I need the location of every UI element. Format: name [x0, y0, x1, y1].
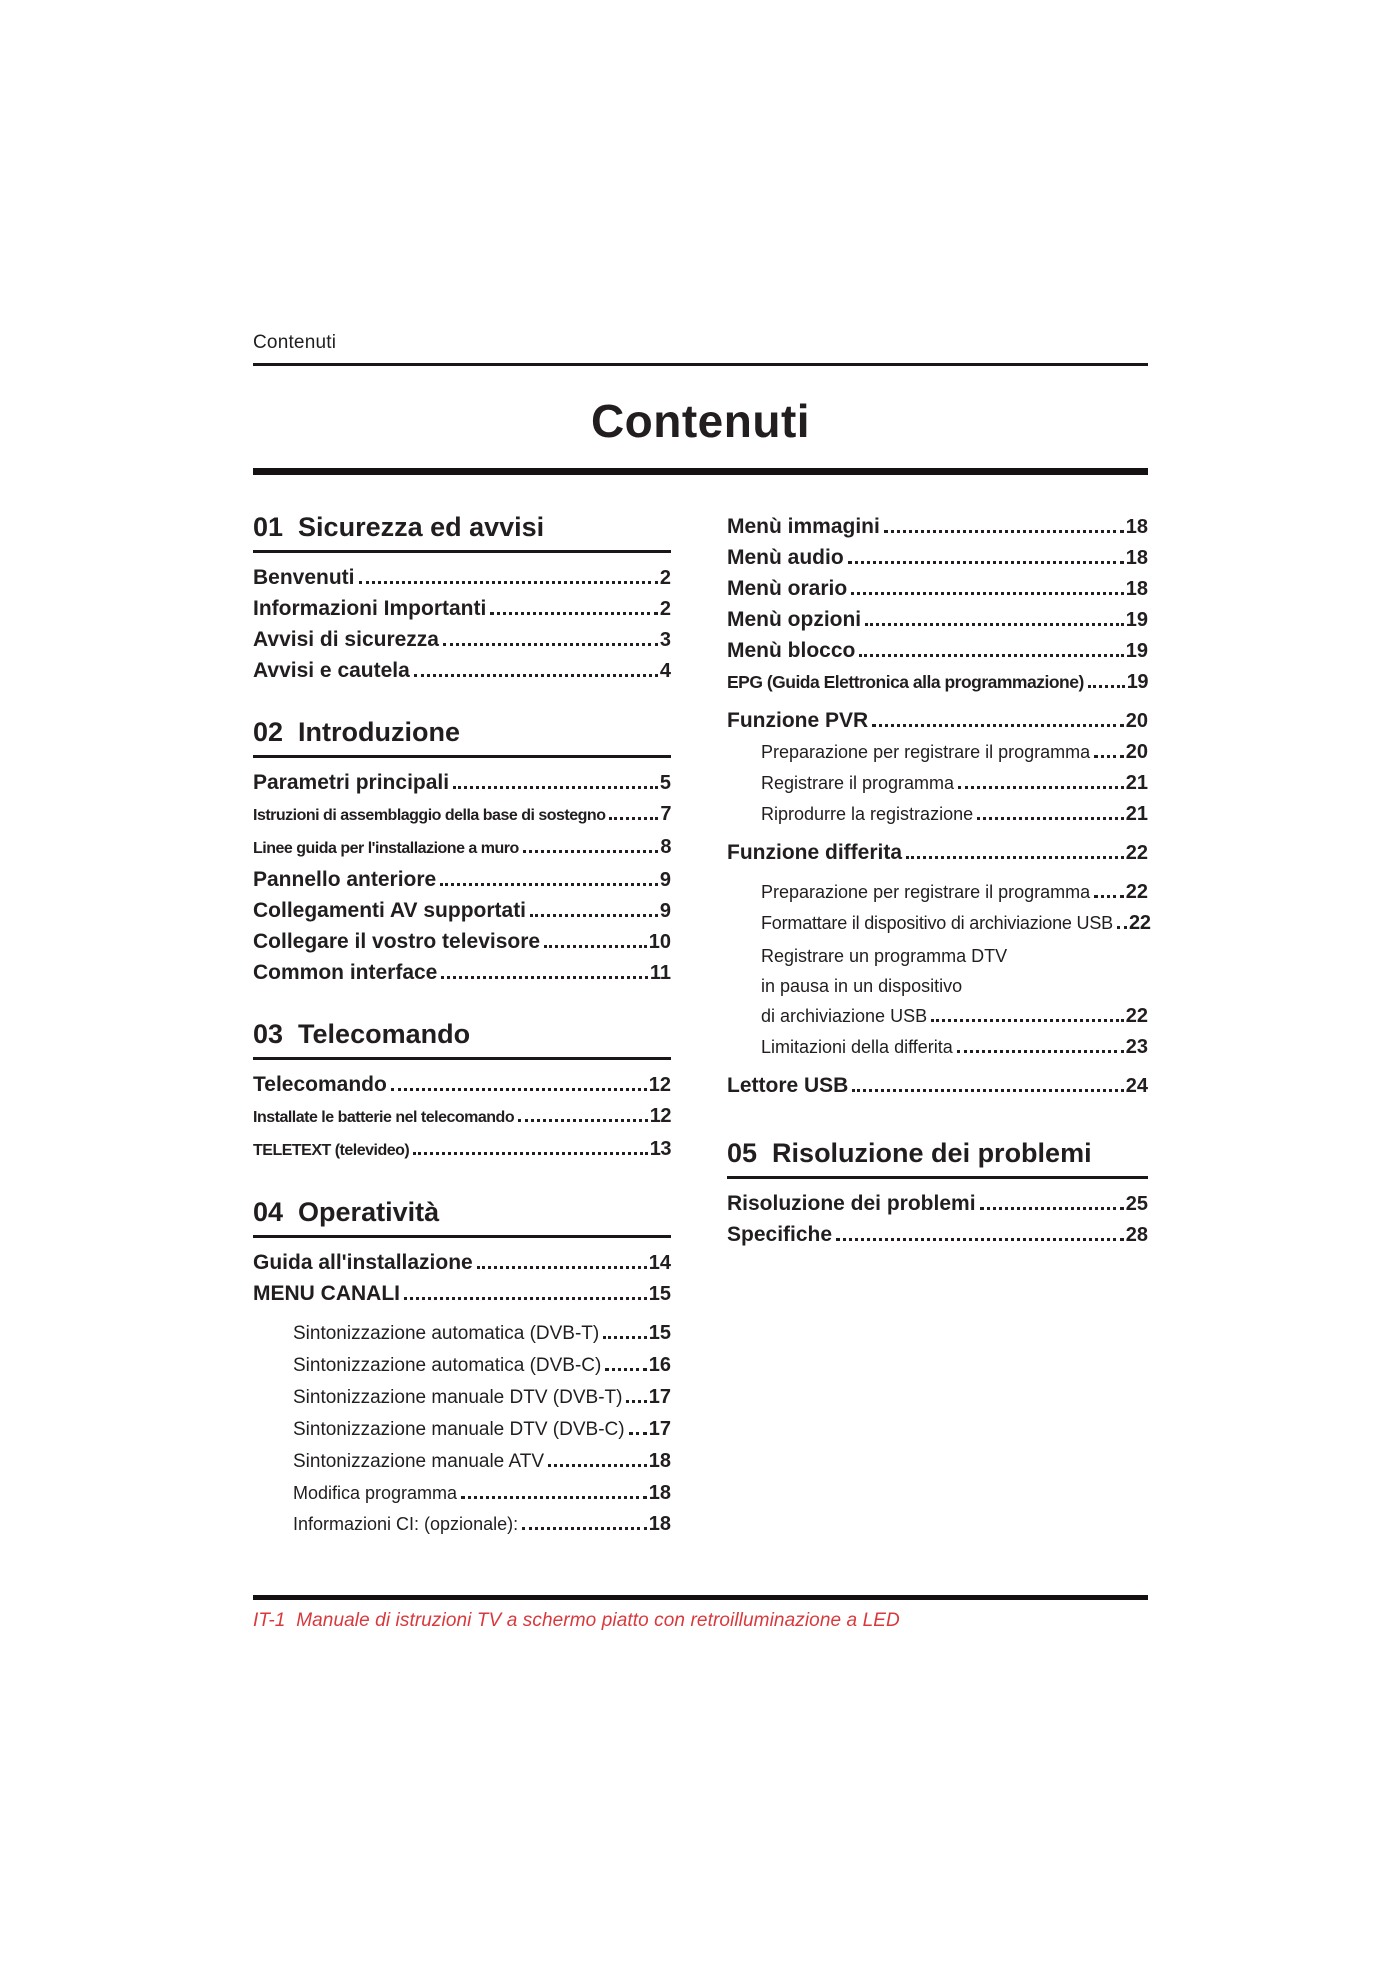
toc-entry-page: 19	[1126, 671, 1148, 693]
dot-leader	[906, 856, 1124, 859]
toc-entry	[727, 512, 1148, 543]
toc-entry-page: 25	[1125, 1193, 1148, 1215]
toc-entry-page: 18	[1125, 547, 1148, 569]
toc-entry-label: Informazioni Importanti	[253, 597, 487, 620]
section-title: Telecomando	[298, 1019, 471, 1049]
toc-entry-multiline	[727, 941, 1148, 1032]
toc-entry	[253, 1248, 671, 1279]
dot-leader	[477, 1266, 647, 1269]
toc-entry	[253, 625, 671, 656]
dot-leader	[490, 612, 658, 615]
toc-entry	[293, 1414, 671, 1446]
toc-entry	[761, 1001, 1148, 1032]
toc-entry-page: 28	[1125, 1224, 1148, 1246]
section-title: Operatività	[298, 1197, 440, 1227]
dot-leader	[977, 817, 1124, 820]
toc-entry-label: Linee guida per l'installazione a muro	[253, 840, 519, 857]
dot-leader	[413, 1152, 648, 1155]
toc-entry	[253, 896, 671, 927]
toc-section-heading	[253, 1197, 671, 1238]
toc-entry	[761, 1032, 1148, 1063]
toc-entry-label: EPG (Guida Elettronica alla programmazione)	[727, 672, 1084, 692]
toc-entry	[253, 865, 671, 896]
toc-section-heading	[253, 717, 671, 758]
toc-entry	[727, 1189, 1148, 1220]
toc-section-05	[727, 1138, 1148, 1251]
toc-entry-label: Modifica programma	[293, 1483, 458, 1503]
toc-entry-label: Menù immagini	[727, 515, 880, 538]
toc-entry-label: Pannello anteriore	[253, 868, 437, 891]
dot-leader	[1088, 685, 1125, 688]
toc-entry-label: Informazioni CI: (opzionale):	[293, 1514, 519, 1534]
toc-section-heading	[727, 1138, 1148, 1179]
toc-entry-label: Lettore USB	[727, 1074, 849, 1097]
toc-entry-page: 21	[1125, 772, 1148, 794]
toc-entry	[293, 1509, 671, 1540]
dot-leader	[414, 674, 658, 677]
section-number: 02	[253, 717, 284, 747]
dot-leader	[1094, 755, 1124, 758]
toc-entry-page: 12	[648, 1074, 671, 1096]
toc-entry-label: MENU CANALI	[253, 1282, 400, 1305]
toc-entry-page: 15	[648, 1283, 671, 1305]
dot-leader	[453, 786, 658, 789]
toc-entry-page: 18	[648, 1450, 671, 1472]
toc-entry-label: Preparazione per registrare il programma	[761, 742, 1091, 762]
toc-entry-page: 22	[1125, 1005, 1148, 1027]
dot-leader	[605, 1368, 646, 1371]
toc-entry	[293, 1446, 671, 1478]
toc-entry	[253, 832, 671, 865]
toc-entry-label: Collegamenti AV supportati	[253, 899, 527, 922]
toc-entry-label: di archiviazione USB	[761, 1006, 928, 1026]
toc-entry-page: 21	[1125, 803, 1148, 825]
toc-entry	[761, 877, 1148, 908]
toc-entry-label: Sintonizzazione automatica (DVB-T)	[293, 1323, 600, 1344]
dot-leader	[359, 581, 658, 584]
toc-entry	[293, 1350, 671, 1382]
toc-section-heading	[253, 512, 671, 553]
toc-entry-page: 11	[649, 962, 671, 984]
dot-leader	[848, 561, 1124, 564]
toc-entry-line: Registrare un programma DTV	[761, 946, 1008, 966]
toc-entry-page: 18	[648, 1513, 671, 1535]
toc-entry-label: Sintonizzazione automatica (DVB-C)	[293, 1355, 602, 1376]
toc-entry-label: Funzione PVR	[727, 709, 869, 732]
toc-entry	[253, 768, 671, 799]
toc-entry-page: 15	[648, 1322, 671, 1344]
toc-entry	[727, 636, 1148, 667]
toc-entry	[727, 1071, 1148, 1102]
dot-leader	[404, 1297, 647, 1300]
toc-entry	[253, 1279, 671, 1310]
dot-leader	[391, 1088, 647, 1091]
toc-entry-label: Limitazioni della differita	[761, 1037, 953, 1057]
toc-entry	[253, 1070, 671, 1101]
toc-entry-page: 20	[1125, 741, 1148, 763]
toc-entry-page: 18	[648, 1482, 671, 1504]
toc-entry-page: 19	[1125, 640, 1148, 662]
toc-entry-page: 2	[659, 567, 671, 589]
toc-entry	[253, 1101, 671, 1134]
dot-leader	[851, 592, 1124, 595]
toc-entry-label: TELETEXT (televideo)	[253, 1142, 410, 1159]
toc-entry-label: Registrare il programma	[761, 773, 955, 793]
toc-entry-label: Risoluzione dei problemi	[727, 1192, 976, 1215]
toc-entry-page: 14	[648, 1252, 671, 1274]
toc-entry	[761, 768, 1148, 799]
toc-entry-label: Sintonizzazione manuale DTV (DVB-T)	[293, 1387, 623, 1408]
toc-entry	[253, 799, 671, 832]
toc-entry-label: Parametri principali	[253, 771, 450, 794]
toc-entry-label: Telecomando	[253, 1073, 387, 1096]
toc-entry-page: 17	[648, 1386, 671, 1408]
toc-entry-page: 12	[649, 1105, 671, 1127]
dot-leader	[852, 1089, 1123, 1092]
toc-entry-page: 19	[1125, 609, 1148, 631]
toc-entry	[727, 1220, 1148, 1251]
toc-entry-page: 22	[1125, 881, 1148, 903]
toc-entry-page: 4	[659, 660, 671, 682]
toc-entry	[293, 1382, 671, 1414]
toc-entry-label: Specifiche	[727, 1223, 833, 1246]
toc-entry-page: 5	[659, 772, 671, 794]
dot-leader	[443, 643, 658, 646]
toc-entry-page: 3	[659, 629, 671, 651]
toc-entry-page: 18	[1125, 578, 1148, 600]
toc-entry	[727, 543, 1148, 574]
toc-entry-label: Benvenuti	[253, 566, 355, 589]
toc-entry	[727, 605, 1148, 636]
toc-entry-label: Menù opzioni	[727, 608, 862, 631]
toc-entry-label: Common interface	[253, 961, 438, 984]
toc-entry-page: 18	[1125, 516, 1148, 538]
toc-entry	[761, 908, 1151, 939]
dot-leader	[958, 786, 1124, 789]
toc-entry-label: Menù audio	[727, 546, 844, 569]
section-number: 03	[253, 1019, 284, 1049]
dot-leader	[872, 724, 1124, 727]
running-header: Contenuti	[253, 332, 337, 353]
toc-entry-label: Avvisi di sicurezza	[253, 628, 439, 651]
toc-section-01	[253, 512, 671, 687]
toc-entry-page: 23	[1125, 1036, 1148, 1058]
toc-entry-label: Avvisi e cautela	[253, 659, 410, 682]
toc-entry	[727, 706, 1148, 737]
toc-section-heading	[253, 1019, 671, 1060]
dot-leader	[980, 1207, 1124, 1210]
toc-entry-label: Menù blocco	[727, 639, 856, 662]
toc-entry-page: 2	[659, 598, 671, 620]
toc-entry-page: 9	[659, 900, 671, 922]
section-title: Introduzione	[298, 717, 461, 747]
toc-section-02	[253, 717, 671, 989]
dot-leader	[530, 914, 658, 917]
toc-entry-page: 24	[1125, 1075, 1148, 1097]
toc-left-column	[253, 512, 671, 1570]
toc-entry-page: 8	[660, 836, 671, 858]
toc-section-R0	[727, 512, 1151, 1102]
toc-entry-page: 7	[660, 803, 671, 825]
toc-section-04	[253, 1197, 671, 1540]
toc-entry	[761, 737, 1148, 768]
toc-entry-label: Istruzioni di assemblaggio della base di sostegno	[253, 807, 606, 824]
toc-entry	[293, 1318, 671, 1350]
dot-leader	[544, 945, 647, 948]
toc-entry-page: 17	[648, 1418, 671, 1440]
dot-leader	[461, 1496, 647, 1499]
toc-entry	[761, 799, 1148, 830]
section-number: 01	[253, 512, 284, 542]
dot-leader	[609, 817, 658, 820]
toc-entry-label: Funzione differita	[727, 841, 902, 864]
toc-entry-label: Formattare il dispositivo di archiviazione USB	[761, 913, 1113, 933]
toc-entry-page: 22	[1128, 912, 1151, 934]
toc-entry	[293, 1478, 671, 1509]
dot-leader	[931, 1019, 1124, 1022]
toc-entry-label: Guida all'installazione	[253, 1251, 473, 1274]
dot-leader	[629, 1432, 647, 1435]
toc-entry	[253, 927, 671, 958]
dot-leader	[1094, 895, 1124, 898]
page-title: Contenuti	[590, 395, 811, 447]
toc-section-03	[253, 1019, 671, 1167]
toc-entry-label: Preparazione per registrare il programma	[761, 882, 1091, 902]
dot-leader	[603, 1336, 647, 1339]
toc-entry	[727, 667, 1148, 698]
section-title: Risoluzione dei problemi	[772, 1138, 1092, 1168]
toc-entry-page: 20	[1125, 710, 1148, 732]
toc-entry-label: Sintonizzazione manuale ATV	[293, 1451, 545, 1472]
toc-entry	[727, 838, 1148, 869]
toc-entry-page: 22	[1125, 842, 1148, 864]
toc-entry-page: 9	[659, 869, 671, 891]
dot-leader	[440, 883, 658, 886]
footer-note: IT-1 Manuale di istruzioni TV a schermo piatto con retroilluminazione a LED	[253, 1610, 900, 1631]
dot-leader	[884, 530, 1124, 533]
dot-leader	[1117, 926, 1127, 929]
toc-entry-label: Sintonizzazione manuale DTV (DVB-C)	[293, 1419, 625, 1440]
footer-rule	[253, 1595, 1148, 1600]
toc-entry-label: Riprodurre la registrazione	[761, 804, 974, 824]
dot-leader	[523, 850, 659, 853]
toc-entry-line: in pausa in un dispositivo	[761, 976, 963, 996]
toc-entry-label: Menù orario	[727, 577, 848, 600]
toc-entry	[253, 594, 671, 625]
dot-leader	[836, 1238, 1124, 1241]
dot-leader	[859, 654, 1123, 657]
section-title: Sicurezza ed avvisi	[298, 512, 545, 542]
toc-entry	[253, 958, 671, 989]
header-rule	[253, 363, 1148, 366]
toc-entry	[253, 1134, 671, 1167]
toc-entry-label: Installate le batterie nel telecomando	[253, 1109, 515, 1126]
toc-entry-page: 13	[649, 1138, 671, 1160]
dot-leader	[957, 1050, 1124, 1053]
dot-leader	[518, 1119, 648, 1122]
toc-entry-page: 16	[648, 1354, 671, 1376]
section-number: 05	[727, 1138, 758, 1168]
dot-leader	[626, 1400, 646, 1403]
toc-entry-label: Collegare il vostro televisore	[253, 930, 541, 953]
dot-leader	[548, 1464, 647, 1467]
toc-entry	[253, 563, 671, 594]
section-number: 04	[253, 1197, 284, 1227]
dot-leader	[441, 976, 647, 979]
toc-right-column	[727, 512, 1151, 1281]
toc-entry	[727, 574, 1148, 605]
toc-entry	[253, 656, 671, 687]
title-rule	[253, 468, 1148, 475]
dot-leader	[522, 1527, 647, 1530]
dot-leader	[865, 623, 1124, 626]
toc-entry-page: 10	[648, 931, 671, 953]
